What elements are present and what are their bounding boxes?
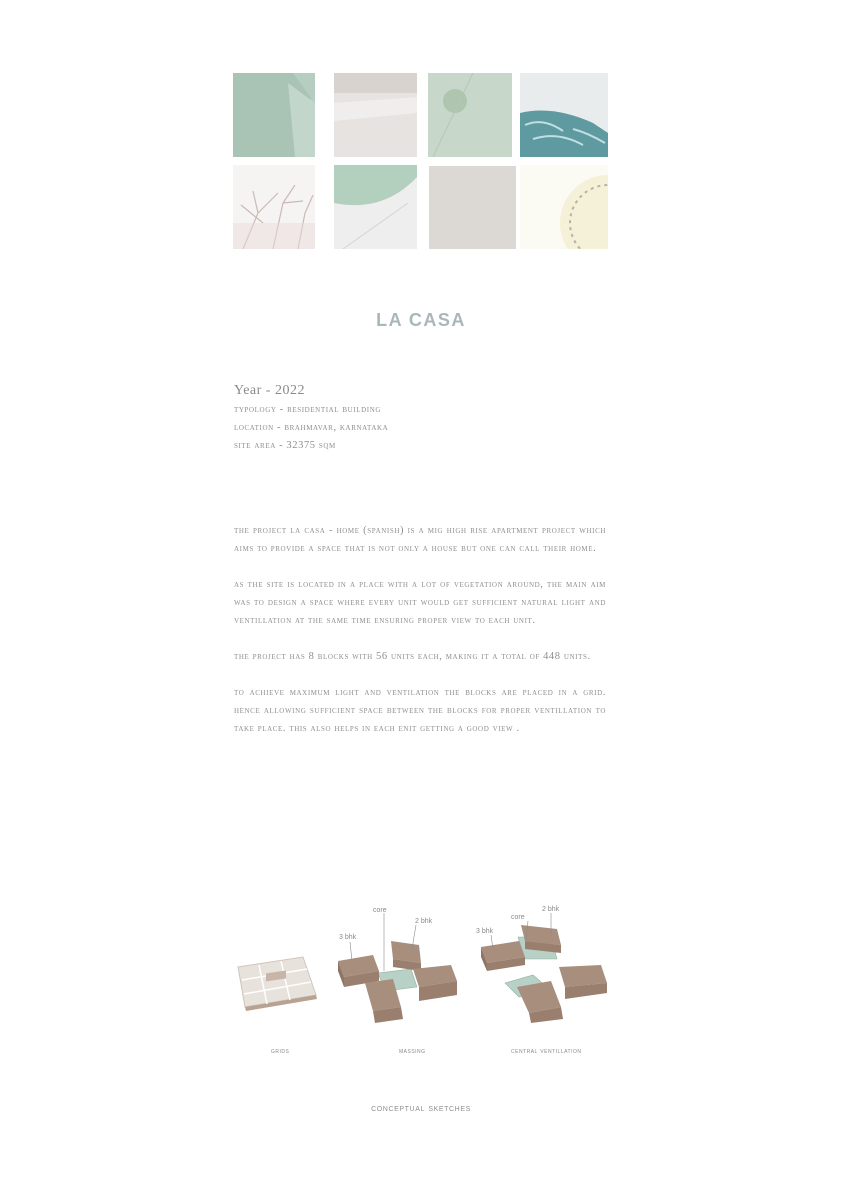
grid-sketch — [238, 957, 317, 1011]
mood-tile-branches — [233, 165, 315, 249]
description-paragraph: the project has 8 blocks with 56 units each, making it a total of 448 units. — [234, 651, 591, 662]
label-3bhk: 3 bhk — [339, 934, 357, 941]
label-2bhk: 2 bhk — [415, 918, 433, 925]
project-year: Year - 2022 — [234, 383, 305, 398]
sketches-footer-caption: conceptual sketches — [371, 1103, 471, 1114]
label-core: core — [511, 914, 525, 921]
mood-board-svg — [233, 73, 608, 249]
label-2bhk: 2 bhk — [542, 906, 560, 913]
description-paragraph: to achieve maximum light and ventilation the blocks are placed in a grid. hence allowing sufficient space between the blocks for proper ventillation to take place. this also helps in each enit getting a good view . — [234, 687, 606, 734]
caption-central-ventillation: central ventillation — [511, 1048, 582, 1055]
project-site-area: site area - 32375 sqm — [234, 440, 336, 451]
central-ventilation-sketch — [476, 906, 607, 1023]
label-core: core — [373, 907, 387, 914]
project-meta — [234, 383, 388, 455]
mood-tile-greige — [429, 166, 516, 249]
description-paragraph: the project la casa - home (spanish) is a mig high rise apartment project which aims to provide a space that is not only a house but one can call their home. — [234, 525, 606, 554]
mood-tile-water — [520, 73, 608, 157]
mood-tile-leaf — [334, 165, 417, 249]
mood-board — [233, 73, 608, 249]
project-typology: typology - residential building — [234, 404, 382, 415]
caption-grids: grids — [271, 1048, 290, 1055]
project-location: location - brahmavar, karnataka — [234, 422, 389, 433]
mood-tile-sage — [233, 73, 315, 157]
mood-tile-green — [428, 73, 512, 157]
project-title: LA CASA — [376, 310, 466, 330]
massing-sketch — [338, 907, 457, 1023]
mood-tile-paper — [334, 73, 417, 157]
conceptual-sketches — [233, 895, 608, 1070]
project-description — [234, 522, 606, 756]
description-paragraph: as the site is located in a place with a lot of vegetation around, the main aim was to design a space where every unit would get sufficient natural light and ventillation at the same time ensuring proper view to each unit. — [234, 579, 606, 626]
caption-massing: massing — [399, 1048, 426, 1055]
mood-tile-cream — [520, 165, 608, 249]
sketches-svg — [233, 895, 608, 1045]
label-3bhk: 3 bhk — [476, 928, 494, 935]
